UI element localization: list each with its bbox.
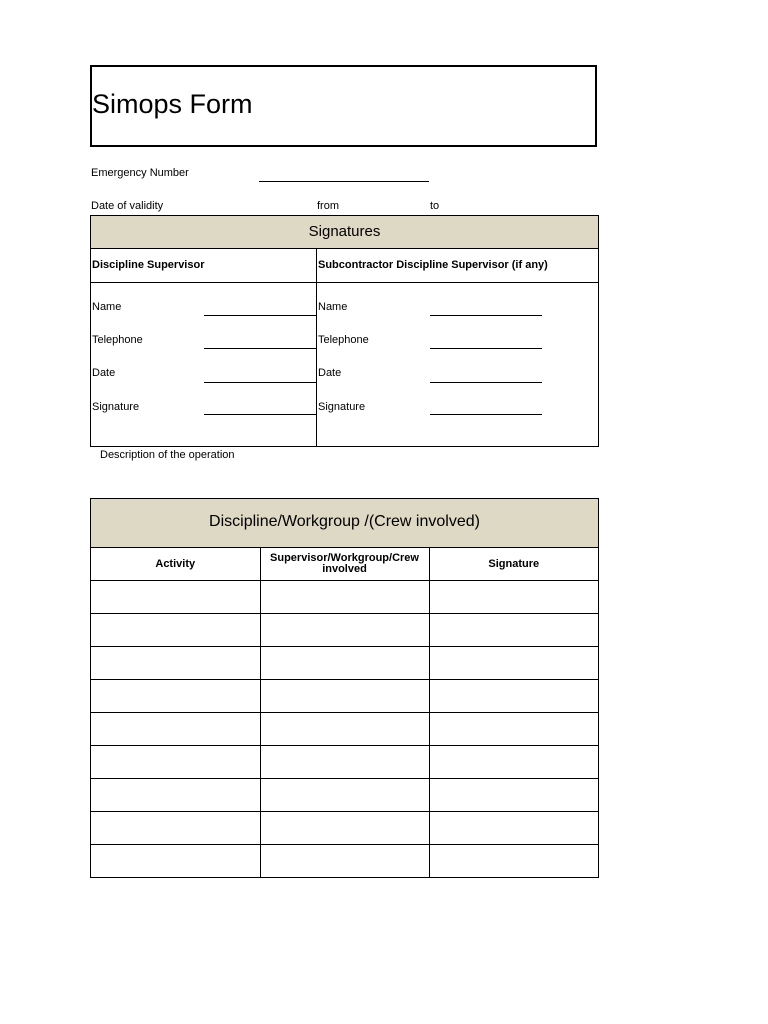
description-label: Description of the operation [100,449,235,461]
activity-cell[interactable] [91,581,260,614]
supervisor-cell[interactable] [260,779,429,812]
right-date-label: Date [318,367,342,379]
activity-cell[interactable] [91,647,260,680]
table-row [91,680,598,713]
right-signature-label: Signature [318,401,366,413]
right-date-field[interactable] [430,382,542,383]
subcontractor-supervisor-heading: Subcontractor Discipline Supervisor (if any) [318,259,548,271]
left-signature-field[interactable] [204,414,316,415]
column-header-supervisor: Supervisor/Workgroup/Crew involved [260,548,429,581]
date-of-validity-label: Date of validity [91,200,164,212]
supervisor-cell[interactable] [260,680,429,713]
column-header-activity: Activity [91,548,260,581]
signature-cell[interactable] [429,779,598,812]
signature-cell[interactable] [429,746,598,779]
signature-cell[interactable] [429,647,598,680]
table-row [91,713,598,746]
left-signature-label: Signature [92,401,140,413]
right-telephone-label: Telephone [318,334,369,346]
right-signature-field[interactable] [430,414,542,415]
table-row [91,746,598,779]
signatures-table [90,215,599,447]
signature-cell[interactable] [429,581,598,614]
table-row [91,812,598,845]
supervisor-cell[interactable] [260,647,429,680]
emergency-number-field[interactable] [259,181,429,182]
form-title: Simops Form [92,89,253,119]
left-telephone-field[interactable] [204,348,316,349]
right-name-field[interactable] [430,315,542,316]
activity-cell[interactable] [91,812,260,845]
left-telephone-label: Telephone [92,334,143,346]
left-date-label: Date [92,367,116,379]
emergency-number-label: Emergency Number [91,167,189,179]
signature-cell[interactable] [429,845,598,878]
left-name-label: Name [92,301,122,313]
supervisor-cell[interactable] [260,713,429,746]
activity-cell[interactable] [91,779,260,812]
right-name-label: Name [318,301,348,313]
signatures-header: Signatures [91,216,598,249]
right-telephone-field[interactable] [430,348,542,349]
table-row [91,614,598,647]
crew-table [91,548,598,877]
signature-cell[interactable] [429,614,598,647]
supervisor-cell[interactable] [260,812,429,845]
supervisor-cell[interactable] [260,746,429,779]
activity-cell[interactable] [91,614,260,647]
signature-cell[interactable] [429,812,598,845]
validity-to-label: to [430,200,440,212]
crew-table-body [91,581,598,878]
table-row [91,581,598,614]
signature-cell[interactable] [429,680,598,713]
column-header-signature: Signature [429,548,598,581]
crew-table-container [90,498,599,878]
table-row [91,647,598,680]
table-row [91,779,598,812]
activity-cell[interactable] [91,746,260,779]
signatures-subheader-divider [91,282,598,283]
crew-header: Discipline/Workgroup /(Crew involved) [91,499,598,548]
title-box [90,65,597,147]
signature-cell[interactable] [429,713,598,746]
left-name-field[interactable] [204,315,316,316]
activity-cell[interactable] [91,845,260,878]
activity-cell[interactable] [91,713,260,746]
left-date-field[interactable] [204,382,316,383]
discipline-supervisor-heading: Discipline Supervisor [92,259,205,271]
supervisor-cell[interactable] [260,845,429,878]
validity-from-label: from [317,200,339,212]
activity-cell[interactable] [91,680,260,713]
supervisor-cell[interactable] [260,581,429,614]
table-row [91,845,598,878]
signatures-column-divider [316,249,317,447]
supervisor-cell[interactable] [260,614,429,647]
